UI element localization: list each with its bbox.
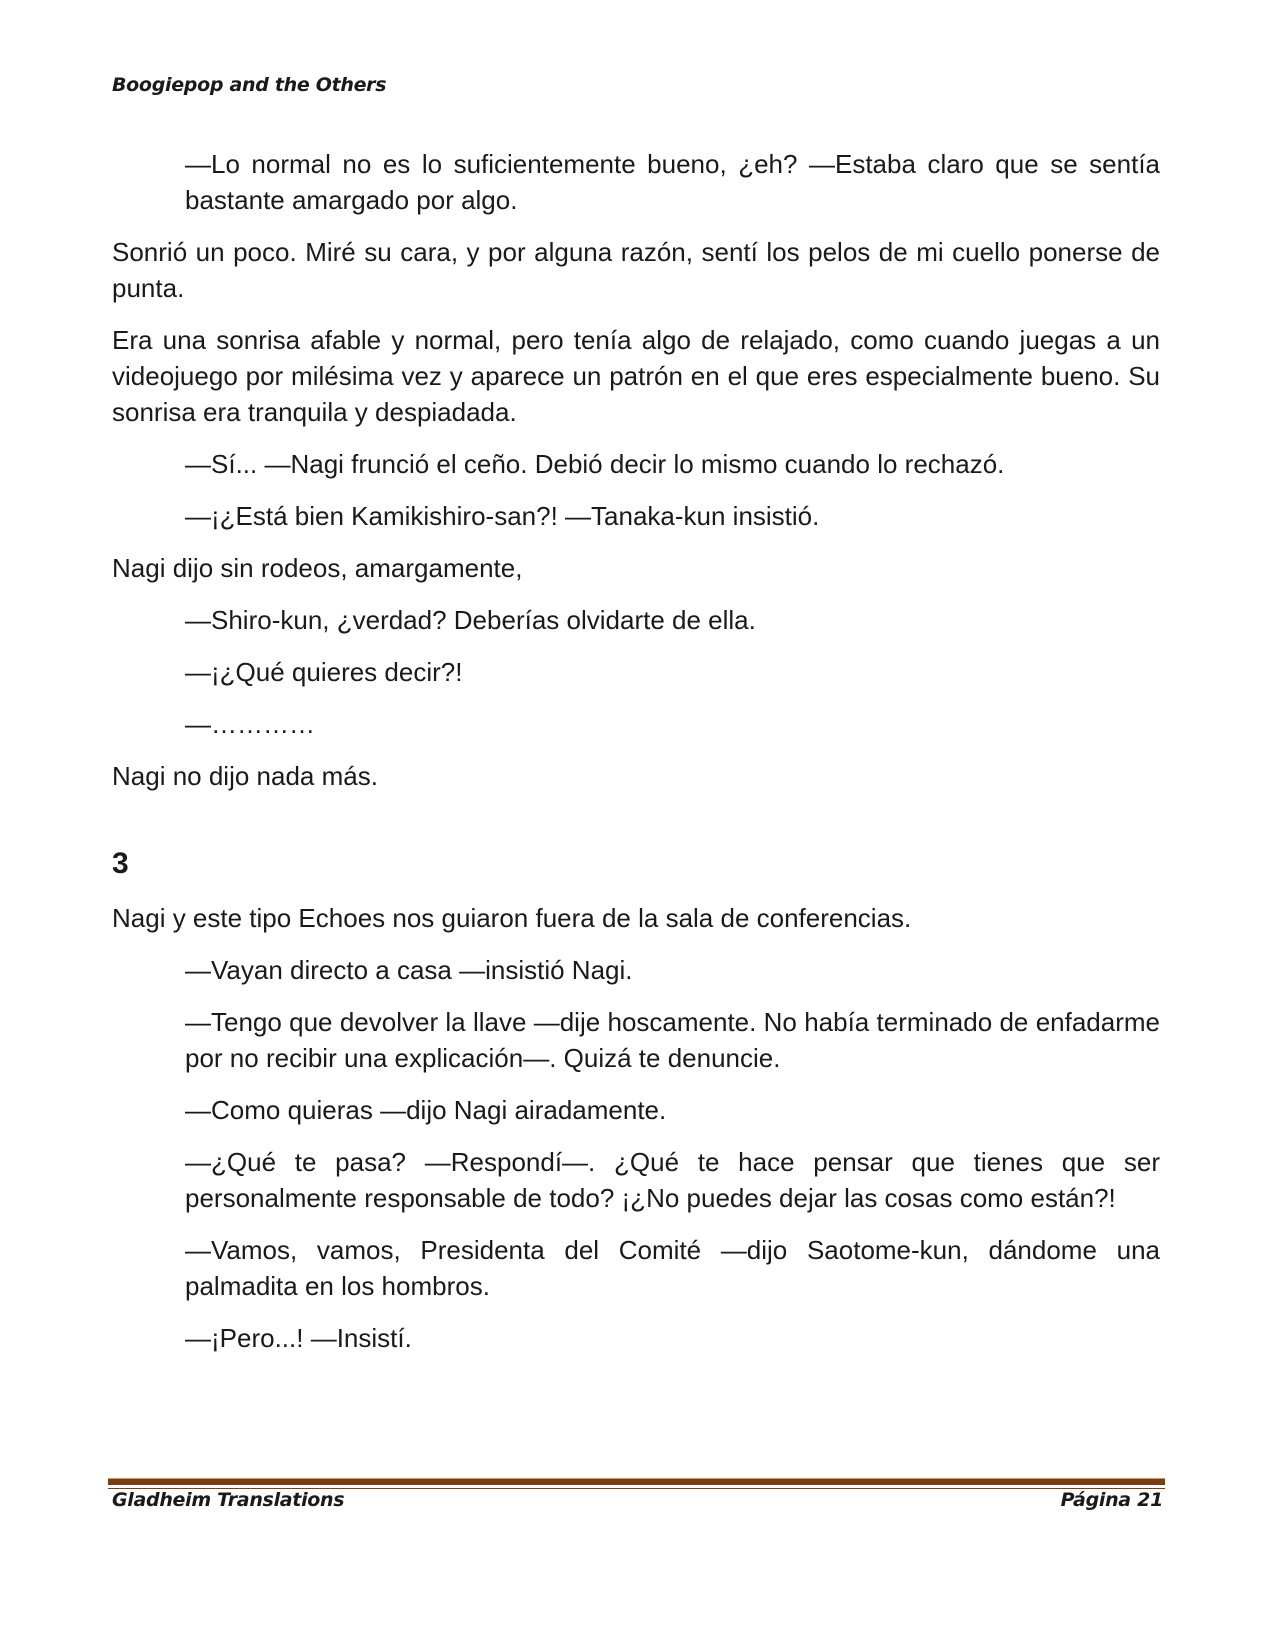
running-header: Boogiepop and the Others bbox=[112, 74, 387, 96]
paragraph: —………… bbox=[185, 709, 315, 739]
paragraph: Nagi no dijo nada más. bbox=[112, 761, 378, 791]
page-body bbox=[112, 146, 1160, 1372]
paragraph: —¡¿Está bien Kamikishiro-san?! —Tanaka-kun insistió. bbox=[185, 501, 820, 531]
footer-publisher: Gladheim Translations bbox=[112, 1489, 345, 1511]
paragraph: —Tengo que devolver la llave —dije hoscamente. No había terminado de enfadarme por no recibir una explicación—. Quizá te denuncie. bbox=[185, 1007, 1160, 1073]
paragraph: —Sí... —Nagi frunció el ceño. Debió decir lo mismo cuando lo rechazó. bbox=[185, 449, 1005, 479]
paragraph: —Vayan directo a casa —insistió Nagi. bbox=[185, 955, 633, 985]
paragraph: Sonrió un poco. Miré su cara, y por alguna razón, sentí los pelos de mi cuello ponerse de punta. bbox=[112, 237, 1160, 303]
paragraph: —¿Qué te pasa? —Respondí—. ¿Qué te hace pensar que tienes que ser personalmente responsable de todo? ¡¿No puedes dejar las cosas como están?! bbox=[185, 1147, 1160, 1213]
page-number: Página 21 bbox=[1060, 1489, 1163, 1511]
section-heading: 3 bbox=[112, 847, 129, 880]
paragraph: Era una sonrisa afable y normal, pero tenía algo de relajado, como cuando juegas a un videojuego por milésima vez y aparece un patrón en el que eres especialmente bueno. Su sonrisa era tranquila y despiadada. bbox=[112, 325, 1160, 427]
paragraph: —Lo normal no es lo suficientemente bueno, ¿eh? —Estaba claro que se sentía bastante amargado por algo. bbox=[185, 149, 1160, 215]
footer-divider bbox=[108, 1478, 1165, 1485]
paragraph: —Vamos, vamos, Presidenta del Comité —dijo Saotome-kun, dándome una palmadita en los hombros. bbox=[185, 1235, 1160, 1301]
paragraph: —¡Pero...! —Insistí. bbox=[185, 1323, 412, 1353]
paragraph: —¡¿Qué quieres decir?! bbox=[185, 657, 463, 687]
paragraph: Nagi dijo sin rodeos, amargamente, bbox=[112, 553, 523, 583]
paragraph: —Como quieras —dijo Nagi airadamente. bbox=[185, 1095, 667, 1125]
paragraph: Nagi y este tipo Echoes nos guiaron fuera de la sala de conferencias. bbox=[112, 903, 912, 933]
paragraph: —Shiro-kun, ¿verdad? Deberías olvidarte de ella. bbox=[185, 605, 756, 635]
